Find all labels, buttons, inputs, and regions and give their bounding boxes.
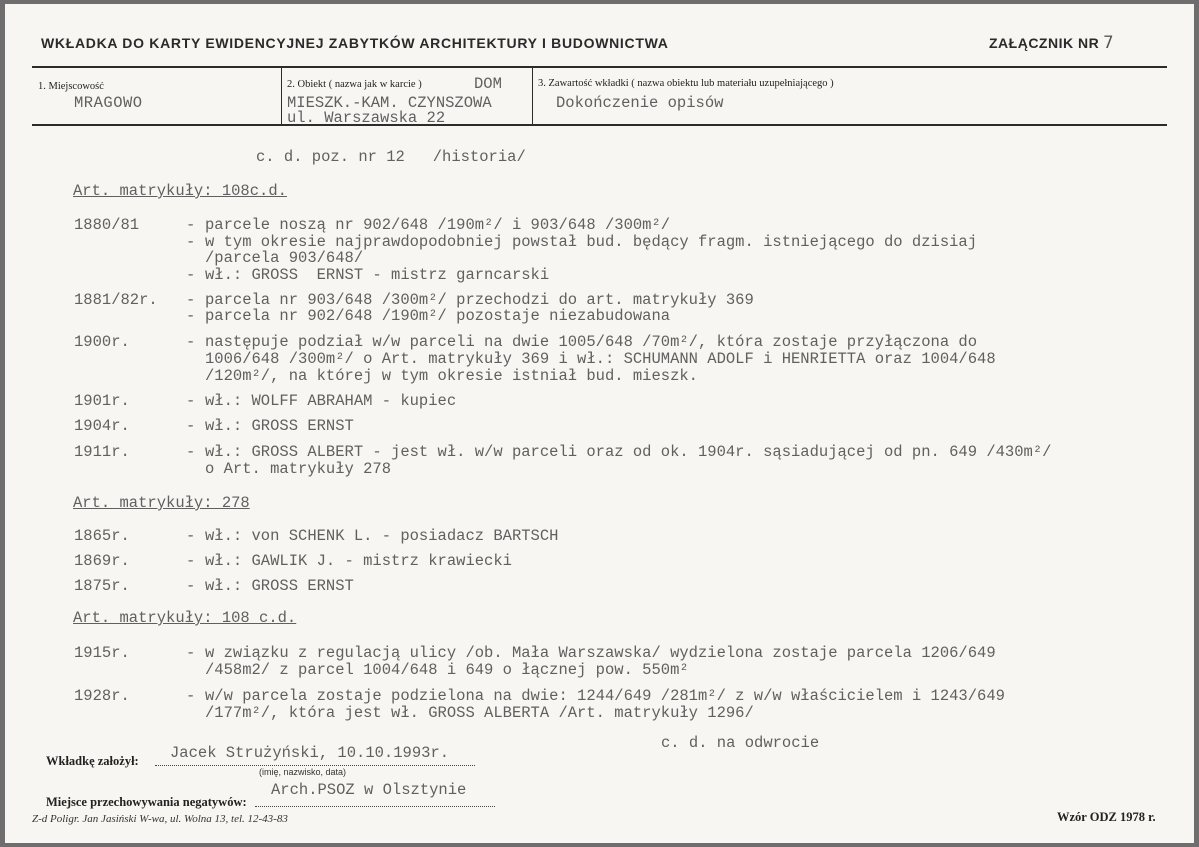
founder-label: Wkładkę założył: <box>46 754 139 768</box>
entry-text: /458m2/ z parcel 1004/648 i 649 o łącznej pow. 550m² <box>205 661 689 679</box>
continued-note: c. d. na odwrocie <box>661 734 820 752</box>
annex-number: 7 <box>1103 33 1114 53</box>
annex-label-text: ZAŁĄCZNIK NR <box>989 35 1100 51</box>
entry-text: wł.: GROSS ERNST - mistrz garncarski <box>205 266 550 284</box>
entry-dash: - <box>186 392 196 410</box>
form-sheet <box>5 4 1194 843</box>
entry-year: 1865r. <box>74 527 130 545</box>
entry-dash: - <box>186 443 196 461</box>
entry-dash: - <box>186 266 196 284</box>
entry-year: 1911r. <box>74 443 130 461</box>
entry-year: 1869r. <box>74 552 130 570</box>
entry-text: wł.: GAWLIK J. - mistrz krawiecki <box>205 552 512 570</box>
founder-value: Jacek Strużyński, 10.10.1993r. <box>170 744 450 762</box>
annex-label <box>989 33 1114 53</box>
entry-dash: - <box>186 577 196 595</box>
form-pattern: Wzór ODZ 1978 r. <box>1057 810 1156 824</box>
form-title: WKŁADKA DO KARTY EWIDENCYJNEJ ZABYTKÓW ARCHITEKTURY I BUDOWNICTWA <box>41 35 669 51</box>
column-divider-1 <box>281 68 282 124</box>
entry-text: parcele noszą nr 902/648 /190m²/ i 903/648 /300m²/ <box>205 216 671 234</box>
locality-label: 1. Miejscowość <box>38 81 104 92</box>
entry-year: 1904r. <box>74 417 130 435</box>
intro-line: c. d. poz. nr 12 /historia/ <box>256 148 526 166</box>
entry-dash: - <box>186 307 196 325</box>
negatives-dotted-line <box>255 806 495 807</box>
table-bottom-rule <box>32 124 1167 126</box>
entry-text: w tym okresie najprawdopodobniej powstał bud. będący fragm. istniejącego do dzisiaj <box>205 233 978 251</box>
entry-year: 1881/82r. <box>74 291 158 309</box>
printer-imprint: Z-d Poligr. Jan Jasiński W-wa, ul. Wolna 13, tel. 12-43-83 <box>32 813 288 825</box>
entry-text: /120m²/, na której w tym okresie istniał bud. mieszk. <box>205 367 698 385</box>
entry-text: wł.: GROSS ALBERT - jest wł. w/w parceli oraz od ok. 1904r. sąsiadującej od pn. 649 /430m²/ <box>205 443 1052 461</box>
entry-year: 1875r. <box>74 577 130 595</box>
entry-text: o Art. matrykuły 278 <box>205 460 392 478</box>
entry-text: 1006/648 /300m²/ o Art. matrykuły 369 i wł.: SCHUMANN ADOLF i HENRIETTA oraz 1004/648 <box>205 350 996 368</box>
founder-hint: (imię, nazwisko, data) <box>259 767 347 777</box>
entry-text: wł.: WOLFF ABRAHAM - kupiec <box>205 392 457 410</box>
entry-text: wł.: GROSS ERNST <box>205 417 354 435</box>
entry-year: 1900r. <box>74 333 130 351</box>
entry-dash: - <box>186 552 196 570</box>
section-heading-2: Art. matrykuły: 278 <box>73 494 250 512</box>
entry-text: następuje podział w/w parceli na dwie 1005/648 /70m²/, która zostaje przyłączona do <box>205 333 978 351</box>
column-divider-2 <box>532 68 533 124</box>
entry-dash: - <box>186 291 196 309</box>
entry-dash: - <box>186 527 196 545</box>
entry-dash: - <box>186 333 196 351</box>
locality-value: MRAGOWO <box>74 94 143 112</box>
entry-year: 1880/81 <box>74 216 140 234</box>
object-value-3: ul. Warszawska 22 <box>287 109 446 127</box>
founder-dotted-line <box>155 765 475 766</box>
entry-text: wł.: von SCHENK L. - posiadacz BARTSCH <box>205 527 559 545</box>
section-heading-3: Art. matrykuły: 108 c.d. <box>73 609 297 627</box>
entry-text: /177m²/, która jest wł. GROSS ALBERTA /Art. matrykuły 1296/ <box>205 704 754 722</box>
contents-label: 3. Zawartość wkładki ( nazwa obiektu lub materiału uzupełniającego ) <box>538 78 834 89</box>
contents-value: Dokończenie opisów <box>556 94 724 112</box>
entry-text: parcela nr 903/648 /300m²/ przechodzi do art. matrykuły 369 <box>205 291 754 309</box>
entry-dash: - <box>186 233 196 251</box>
object-value-2: MIESZK.-KAM. CZYNSZOWA <box>287 94 492 112</box>
entry-text: w/w parcela zostaje podzielona na dwie: 1244/649 /281m²/ z w/w właścicielem i 1243/649 <box>205 687 1005 705</box>
entry-dash: - <box>186 417 196 435</box>
negatives-label: Miejsce przechowywania negatywów: <box>46 795 247 809</box>
entry-text: parcela nr 902/648 /190m²/ pozostaje niezabudowana <box>205 307 671 325</box>
entry-year: 1915r. <box>74 644 130 662</box>
entry-text: /parcela 903/648/ <box>205 249 364 267</box>
entry-dash: - <box>186 644 196 662</box>
entry-text: wł.: GROSS ERNST <box>205 577 354 595</box>
entry-year: 1901r. <box>74 392 130 410</box>
negatives-value: Arch.PSOZ w Olsztynie <box>271 781 467 799</box>
object-value-1: DOM <box>474 75 502 93</box>
entry-year: 1928r. <box>74 687 130 705</box>
entry-text: w związku z regulacją ulicy /ob. Mała Warszawska/ wydzielona zostaje parcela 1206/649 <box>205 644 996 662</box>
table-top-rule <box>32 66 1167 68</box>
entry-dash: - <box>186 687 196 705</box>
entry-dash: - <box>186 216 196 234</box>
object-label: 2. Obiekt ( nazwa jak w karcie ) <box>287 79 422 90</box>
section-heading-1: Art. matrykuły: 108c.d. <box>73 182 287 200</box>
